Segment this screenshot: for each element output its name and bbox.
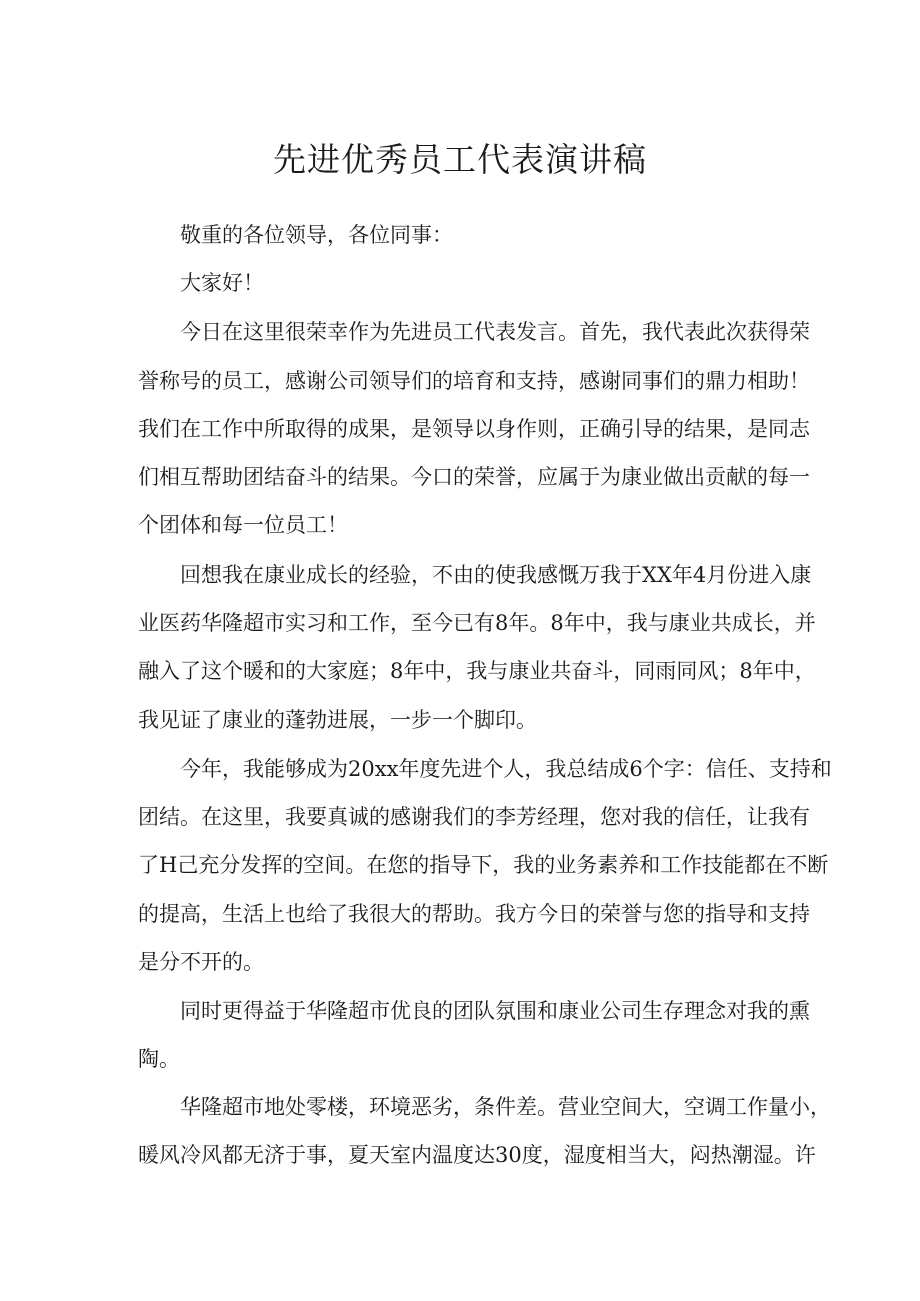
paragraph-line: 今年，我能够成为20xx年度先进个人，我总结成6个字：信任、支持和 [180,757,832,781]
document-title: 先进优秀员工代表演讲稿 [273,140,647,179]
paragraph-line: 我们在工作中所取得的成果，是领导以身作则，正确引导的结果，是同志 [138,417,810,441]
paragraph-line: 华隆超市地处零楼，环境恶劣，条件差。营业空间大，空调工作量小， [180,1095,831,1119]
paragraph-line: 的提高，生活上也给了我很大的帮助。我方今日的荣誉与您的指导和支持 [138,902,810,926]
paragraph-line: 回想我在康业成长的经验，不由的使我感慨万我于XX年4月份进入康 [180,563,812,587]
paragraph-line: 是分不开的。 [138,950,264,974]
paragraph-line: 业医药华隆超市实习和工作，至今已有8年。8年中，我与康业共成长，并 [138,611,816,635]
paragraph-line: 我见证了康业的蓬勃进展，一步一个脚印。 [138,708,537,732]
paragraph-line: 个团体和每一位员工！ [138,513,348,537]
paragraph-line: 同时更得益于华隆超市优良的团队氛围和康业公司生存理念对我的熏 [180,999,810,1023]
paragraph-line: 陶。 [138,1047,180,1071]
paragraph-line: 团结。在这里，我要真诚的感谢我们的李芳经理，您对我的信任，让我有 [138,805,810,829]
paragraph-line: 融入了这个暖和的大家庭；8年中，我与康业共奋斗，同雨同风；8年中， [138,659,816,683]
paragraph-line: 们相互帮助团结奋斗的结果。今口的荣誉，应属于为康业做出贡献的每一 [138,465,810,489]
paragraph-line: 暖风冷风都无济于事，夏天室内温度达30度，湿度相当大，闷热潮湿。许 [138,1143,816,1167]
greeting: 大家好！ [180,271,264,295]
paragraph-line: 今日在这里很荣幸作为先进员工代表发言。首先，我代表此次获得荣 [180,320,810,344]
salutation: 敬重的各位领导，各位同事： [180,223,453,247]
paragraph-line: 誉称号的员工，感谢公司领导们的培育和支持，感谢同事们的鼎力相助！ [138,369,810,393]
paragraph-line: 了H己充分发挥的空间。在您的指导下，我的业务素养和工作技能都在不断 [138,853,829,877]
